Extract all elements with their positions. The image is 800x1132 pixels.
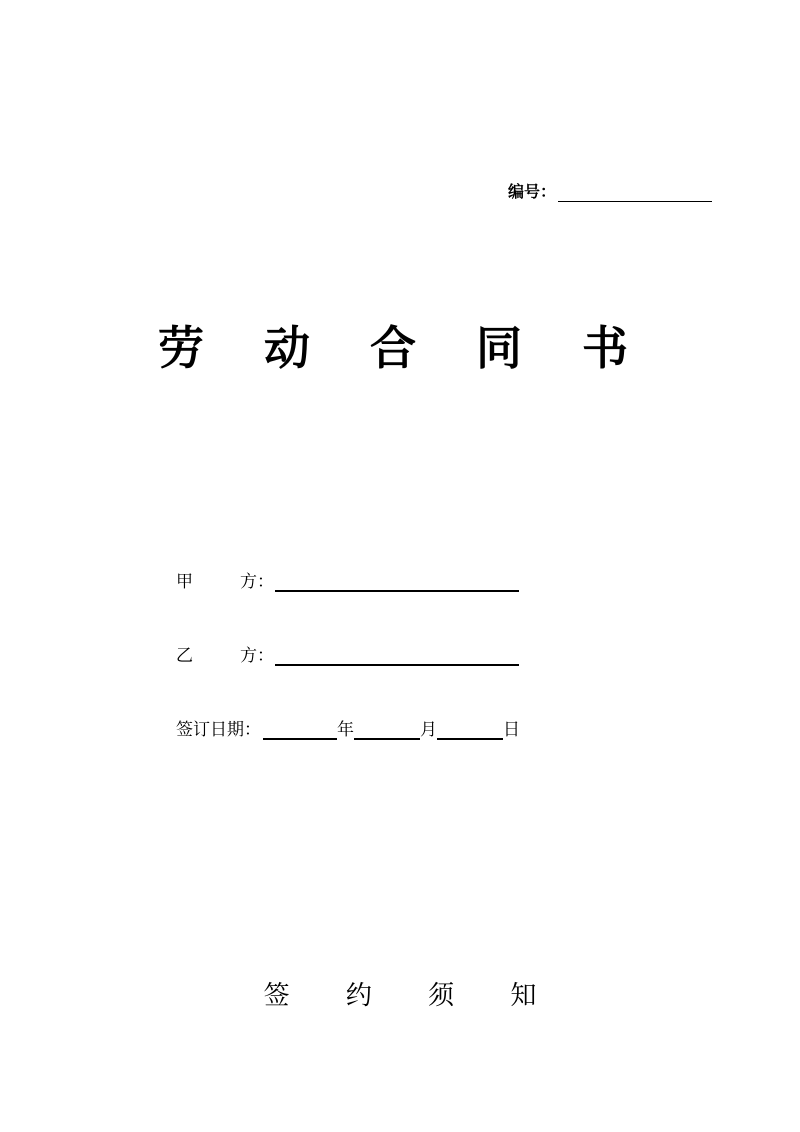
party-b-field xyxy=(176,640,519,666)
sign-date-month-label: 月 xyxy=(420,720,437,740)
party-b-label-second: 方 xyxy=(240,646,257,666)
document-title: 劳 动 合 同 书 xyxy=(157,321,651,375)
party-a-label-second: 方 xyxy=(240,572,257,592)
sign-date-label: 签订日期： xyxy=(176,720,261,740)
party-a-field xyxy=(176,566,519,592)
party-b-colon: ： xyxy=(257,646,274,666)
sign-date-year-label: 年 xyxy=(337,720,354,740)
party-b-label-first: 乙 xyxy=(176,646,193,666)
party-a-blank[interactable] xyxy=(275,572,519,592)
sign-date-year-blank[interactable] xyxy=(263,720,337,740)
sign-date-month-blank[interactable] xyxy=(354,720,420,740)
sign-date-day-blank[interactable] xyxy=(437,720,503,740)
serial-number-label: 编号： xyxy=(508,182,557,201)
party-b-blank[interactable] xyxy=(275,646,519,666)
sign-date-day-label: 日 xyxy=(503,720,520,740)
signing-notice-heading: 签 约 须 知 xyxy=(263,981,561,1011)
sign-date-field xyxy=(176,714,520,740)
party-a-colon: ： xyxy=(257,572,274,592)
serial-number-field xyxy=(508,178,712,202)
serial-number-blank[interactable] xyxy=(558,183,712,202)
party-a-label-first: 甲 xyxy=(176,572,193,592)
